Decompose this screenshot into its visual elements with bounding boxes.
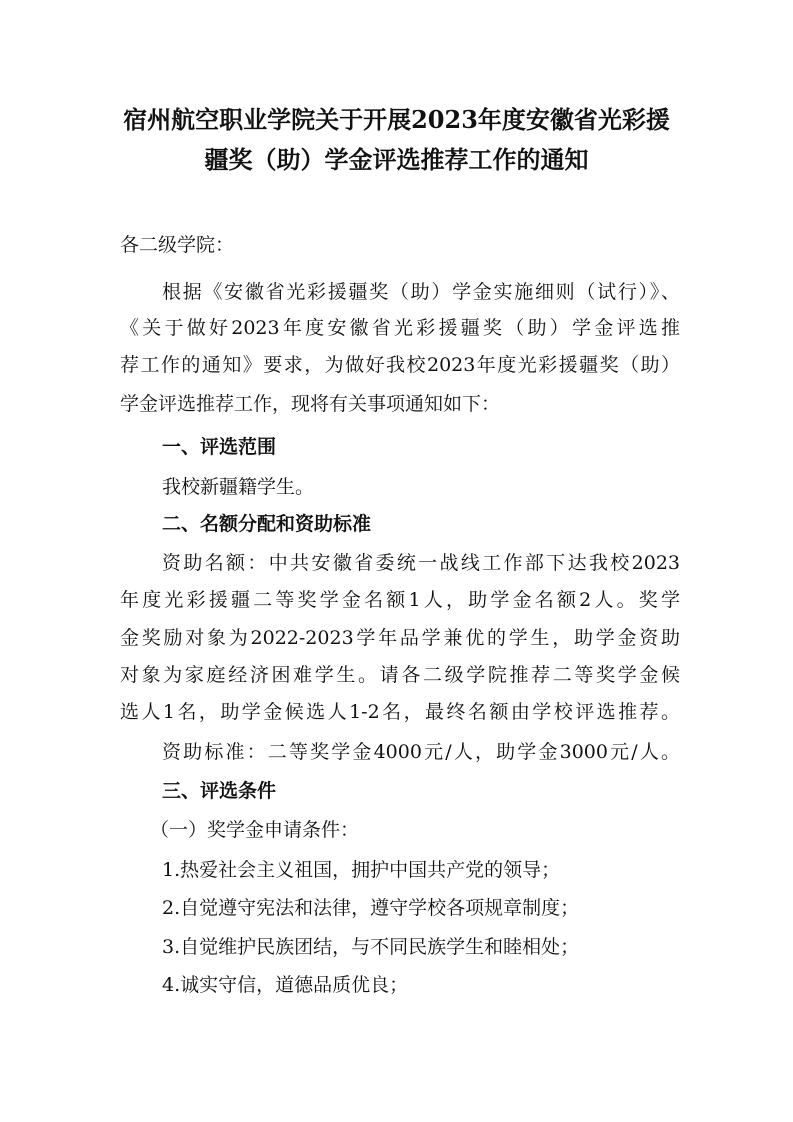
section-heading: 一、评选范围 [162, 436, 277, 458]
sub-heading: （一）奖学金申请条件： [150, 819, 360, 841]
intro-line: 根据《安徽省光彩援疆奖（助）学金实施细则（试行）》、 [162, 281, 680, 303]
paragraph: 我校新疆籍学生。 [162, 476, 315, 498]
salutation: 各二级学院： [120, 234, 235, 256]
list-item: 2.自觉遵守宪法和法律，遵守学校各项规章制度； [162, 897, 580, 919]
paragraph-line: 对象为家庭经济困难学生。请各二级学院推荐二等奖学金候 [120, 664, 680, 686]
intro-line: 荐工作的通知》要求，为做好我校2023年度光彩援疆奖（助） [120, 354, 680, 376]
list-item: 3.自觉维护民族团结，与不同民族学生和睦相处； [162, 936, 580, 958]
section-heading: 三、评选条件 [162, 780, 277, 802]
paragraph-line: 资助名额：中共安徽省委统一战线工作部下达我校2023 [162, 552, 680, 574]
document-title-line-2: 疆奖（助）学金评选推荐工作的通知 [204, 145, 589, 174]
paragraph-line: 资助标准：二等奖学金4000元/人，助学金3000元/人。 [162, 741, 680, 763]
paragraph-line: 选人1名，助学金候选人1-2名，最终名额由学校评选推荐。 [120, 701, 680, 723]
intro-line: 《关于做好2023年度安徽省光彩援疆奖（助）学金评选推 [120, 317, 680, 339]
paragraph-line: 年度光彩援疆二等奖学金名额1人，助学金名额2人。奖学 [120, 589, 680, 611]
intro-line: 学金评选推荐工作，现将有关事项通知如下： [120, 393, 501, 415]
list-item: 4.诚实守信，道德品质优良； [162, 974, 409, 996]
list-item: 1.热爱社会主义祖国，拥护中国共产党的领导； [162, 859, 561, 881]
document-title-line-1: 宿州航空职业学院关于开展2023年度安徽省光彩援 [123, 105, 670, 134]
section-heading: 二、名额分配和资助标准 [162, 513, 372, 535]
paragraph-line: 金奖励对象为2022-2023学年品学兼优的学生，助学金资助 [120, 627, 680, 649]
